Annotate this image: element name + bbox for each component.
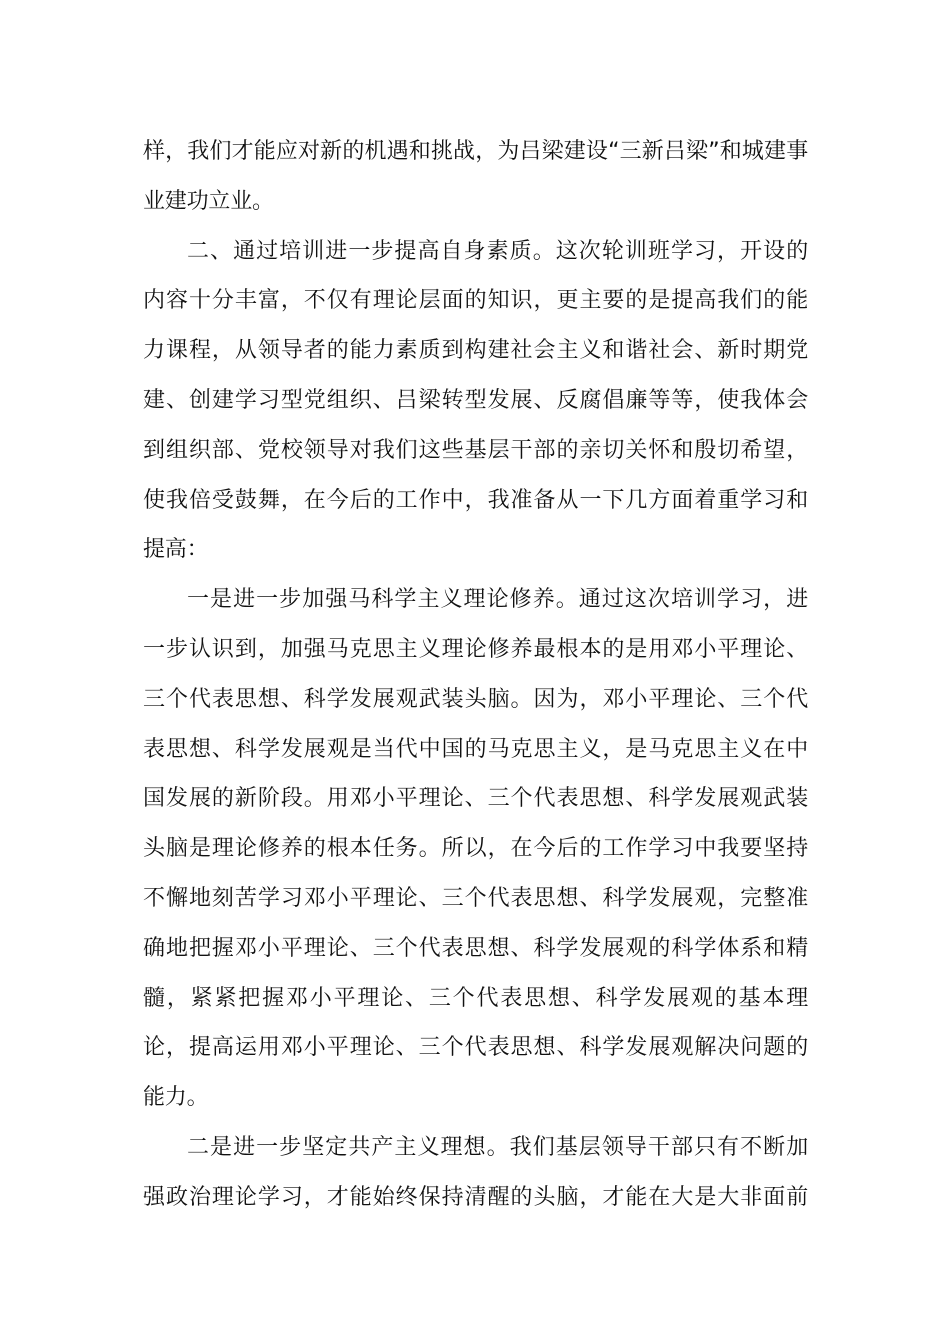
text-line: 三个代表思想、科学发展观武装头脑。因为，邓小平理论、三个代 (143, 686, 808, 712)
text-line: 确地把握邓小平理论、三个代表思想、科学发展观的科学体系和精 (143, 935, 808, 961)
text-line: 二是进一步坚定共产主义理想。我们基层领导干部只有不断加 (187, 1134, 808, 1160)
text-line: 强政治理论学习，才能始终保持清醒的头脑，才能在大是大非面前 (143, 1184, 808, 1210)
text-line: 业建功立业。 (143, 188, 274, 214)
text-line: 表思想、科学发展观是当代中国的马克思主义，是马克思主义在中 (143, 736, 808, 762)
text-line: 样，我们才能应对新的机遇和挑战，为吕梁建设“三新吕梁”和城建事 (143, 139, 808, 164)
text-line: 提高： (143, 537, 209, 563)
text-line: 到组织部、党校领导对我们这些基层干部的亲切关怀和殷切希望， (143, 437, 808, 463)
text-line: 建、创建学习型党组织、吕梁转型发展、反腐倡廉等等，使我体会 (143, 387, 808, 413)
document-body (143, 127, 808, 1223)
text-line: 论，提高运用邓小平理论、三个代表思想、科学发展观解决问题的 (143, 1035, 808, 1061)
text-line: 力课程，从领导者的能力素质到构建社会主义和谐社会、新时期党 (143, 338, 808, 364)
text-line: 头脑是理论修养的根本任务。所以，在今后的工作学习中我要坚持 (143, 836, 808, 862)
text-line: 使我倍受鼓舞，在今后的工作中，我准备从一下几方面着重学习和 (143, 487, 808, 513)
text-line: 内容十分丰富，不仅有理论层面的知识，更主要的是提高我们的能 (143, 288, 808, 314)
text-line: 二、通过培训进一步提高自身素质。这次轮训班学习，开设的 (187, 238, 808, 264)
text-line: 国发展的新阶段。用邓小平理论、三个代表思想、科学发展观武装 (143, 786, 808, 812)
text-line: 一是进一步加强马科学主义理论修养。通过这次培训学习，进 (187, 587, 808, 613)
text-line: 不懈地刻苦学习邓小平理论、三个代表思想、科学发展观，完整准 (143, 885, 808, 911)
text-line: 一步认识到，加强马克思主义理论修养最根本的是用邓小平理论、 (143, 636, 808, 662)
text-line: 髓，紧紧把握邓小平理论、三个代表思想、科学发展观的基本理 (143, 985, 808, 1011)
text-line: 能力。 (143, 1085, 209, 1111)
